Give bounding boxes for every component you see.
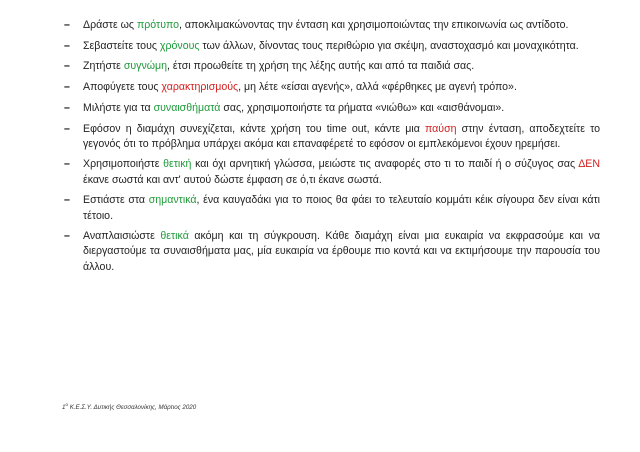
bullet-dash: –	[64, 122, 70, 135]
text-segment: Ζητήστε	[83, 60, 124, 73]
bullet-dash: –	[64, 158, 70, 171]
bullet-dash: –	[64, 39, 70, 52]
highlighted-term: σημαντικά	[148, 194, 197, 207]
footer-credit	[62, 402, 196, 411]
text-segment: Εφόσον η διαμάχη συνεχίζεται, κάντε χρήση του time out, κάντε μια	[83, 122, 426, 135]
text-segment: και όχι αρνητική γλώσσα, μειώστε τις αναφορές στο τι το παιδί ή ο σύζυγος σας	[191, 158, 579, 171]
bullet-text	[83, 40, 579, 52]
bullet-list	[64, 18, 600, 280]
bullet-text	[83, 81, 517, 93]
text-segment: , ένα καυγαδάκι για το ποιος θα φάει το τελευταίο κομμάτι κέικ σίγουρα δεν είναι κάτι τέτοιο.	[83, 194, 600, 222]
text-segment: σας, χρησιμοποιήστε τα ρήματα «νιώθω» και «αισθάνομαι».	[220, 101, 505, 114]
bullet-item	[64, 193, 600, 223]
highlighted-term: χρόνους	[159, 39, 200, 52]
footer-superscript: ο	[65, 402, 68, 407]
text-segment: Αναπλαισιώστε	[83, 230, 161, 243]
text-segment: ακόμη και τη σύγκρουση. Κάθε διαμάχη είναι μια ευκαιρία να εκφρασούμε και να διεργαστούμε τα συναισθήματα μας, μία ευκαιρία να έρθουμε πιο κοντά και να εκτιμήσουμε την παρουσία του άλλου.	[83, 230, 600, 273]
bullet-item	[64, 229, 600, 275]
text-segment: , αποκλιμακώνοντας την ένταση και χρησιμοποιώντας την επικοινωνία ως αντίδοτο.	[179, 19, 569, 31]
bullet-text	[83, 60, 474, 72]
bullet-dash: –	[64, 194, 70, 207]
highlighted-term: συγνώμη	[123, 60, 168, 73]
text-segment: Δράστε ως	[83, 19, 137, 31]
bullet-text	[83, 123, 600, 150]
text-segment: Σεβαστείτε τους	[83, 39, 160, 52]
bullet-item	[64, 101, 600, 116]
bullet-dash: –	[64, 19, 70, 31]
text-segment: των άλλων, δίνοντας τους περιθώριο για σκέψη, αναστοχασμό και μοναχικότητα.	[199, 39, 579, 52]
text-segment: Μιλήστε για τα	[83, 101, 154, 114]
footer-text: Κ.Ε.Σ.Υ. Δυτικής Θεσσαλονίκης, Μάρτιος 2020	[67, 404, 197, 412]
bullet-item	[64, 157, 600, 187]
text-segment: έκανε σωστά και αντ' αυτού δώστε έμφαση σε ό,τι έκανε σωστά.	[83, 173, 382, 186]
bullet-item	[64, 122, 600, 152]
bullet-item	[64, 80, 600, 95]
text-segment: στην ένταση, αποδεχτείτε το γεγονός ότι το πρόβλημα υπάρχει ακόμα και επαναφέρετέ το εφόσον οι εμπλεκόμενοι έχουν ηρεμήσει.	[83, 122, 600, 150]
bullet-dash: –	[64, 230, 70, 243]
highlighted-term: πρότυπο	[136, 19, 180, 31]
bullet-item	[64, 18, 600, 33]
bullet-item	[64, 59, 600, 74]
highlighted-term: παύση	[425, 122, 457, 135]
bullet-dash: –	[64, 81, 70, 94]
bullet-text	[83, 194, 600, 221]
text-segment: Χρησιμοποιήστε	[83, 158, 164, 171]
footer-ordinal: 1	[62, 404, 66, 412]
highlighted-term: θετικά	[160, 230, 189, 243]
bullet-text	[83, 158, 600, 185]
highlighted-term: χαρακτηρισμούς	[161, 81, 239, 94]
text-segment: , έτσι προωθείτε τη χρήση της λέξης αυτής και από τα παιδιά σας.	[167, 60, 475, 73]
highlighted-term: συναισθήματά	[153, 101, 221, 114]
highlighted-term: ΔΕΝ	[578, 158, 600, 171]
bullet-dash: –	[64, 101, 70, 114]
text-segment: Αποφύγετε τους	[83, 81, 162, 94]
bullet-text	[83, 230, 600, 272]
text-segment: Εστιάστε στα	[83, 194, 149, 207]
bullet-text	[83, 102, 504, 114]
text-segment: , μη λέτε «είσαι αγενής», αλλά «φέρθηκες με αγενή τρόπο».	[238, 81, 517, 94]
highlighted-term: θετική	[163, 158, 192, 171]
bullet-dash: –	[64, 60, 70, 73]
bullet-item	[64, 39, 600, 54]
bullet-text	[83, 19, 568, 31]
